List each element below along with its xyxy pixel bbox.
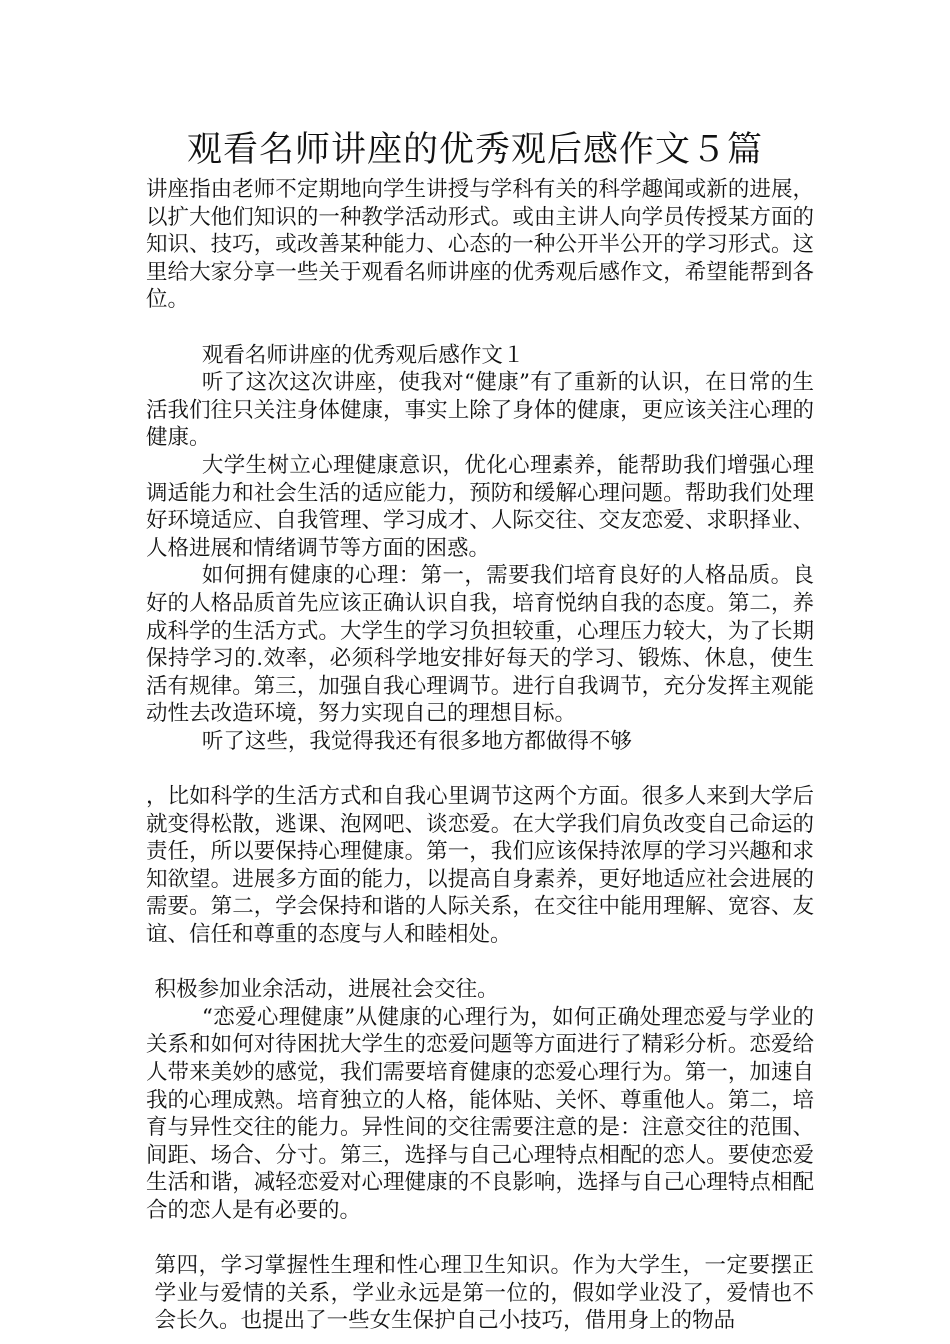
section-heading: 观看名师讲座的优秀观后感作文１ [201,342,525,368]
document-body [146,176,814,1335]
paragraph-fourth: 第四，学习掌握性生理和性心理卫生知识。作为大学生，一定要摆正学业与爱情的关系，学业永远是第一位的，假如学业没了，爱情也不会长久。也提出了一些女生保护自己小技巧，借用身上的物品 [154,1253,814,1334]
document-title: 观看名师讲座的优秀观后感作文５篇 [186,130,763,170]
paragraph-4: 听了这些，我觉得我还有很多地方都做得不够 [201,728,632,754]
paragraph-love: “恋爱心理健康”从健康的心理行为，如何正确处理恋爱与学业的关系和如何对待困扰大学生的恋爱问题等方面进行了精彩分析。恋爱给人带来美妙的感觉，我们需要培育健康的恋爱心理行为。第一，加速自我的心理成熟。培育独立的人格，能体贴、关怀、尊重他人。第二，培育与异性交往的能力。异性间的交往需要注意的是：注意交往的范围、间距、场合、分寸。第三，选择与自己心理特点相配的恋人。要使恋爱生活和谐，减轻恋爱对心理健康的不良影响，选择与自己心理特点相配合的恋人是有必要的。 [146,1004,814,1223]
paragraph-1: 听了这次这次讲座，使我对“健康”有了重新的认识，在日常的生活我们往只关注身体健康，事实上除了身体的健康，更应该关注心理的健康。 [146,370,814,451]
paragraph-2: 大学生树立心理健康意识，优化心理素养，能帮助我们增强心理调适能力和社会生活的适应能力，预防和缓解心理问题。帮助我们处理好环境适应、自我管理、学习成才、人际交往、交友恋爱、求职择业、人格进展和情绪调节等方面的困惑。 [146,452,814,561]
paragraph-3: 如何拥有健康的心理：第一，需要我们培育良好的人格品质。良好的人格品质首先应该正确认识自我，培育悦纳自我的态度。第二，养成科学的生活方式。大学生的学习负担较重，心理压力较大，为了长期保持学习的.效率，必须科学地安排好每天的学习、锻炼、休息，使生活有规律。第三，加强自我心理调节。进行自我调节，充分发挥主观能动性去改造环境，努力实现自己的理想目标。 [146,563,814,727]
intro-paragraph: 讲座指由老师不定期地向学生讲授与学科有关的科学趣闻或新的进展，以扩大他们知识的一种教学活动形式。或由主讲人向学员传授某方面的知识、技巧，或改善某种能力、心态的一种公开半公开的学习形式。这里给大家分享一些关于观看名师讲座的优秀观后感作文，希望能帮到各位。 [146,177,814,313]
continuation-paragraph-1: ，比如科学的生活方式和自我心里调节这两个方面。很多人来到大学后就变得松散，逃课、泡网吧、谈恋爱。在大学我们肩负改变自己命运的责任，所以要保持心理健康。第一，我们应该保持浓厚的学习兴趣和求知欲望。进展多方面的能力，以提高自身素养，更好地适应社会进展的需要。第二，学会保持和谐的人际关系，在交往中能用理解、宽容、友谊、信任和尊重的态度与人和睦相处。 [146,784,814,948]
continuation-paragraph-2: 积极参加业余活动，进展社会交往。 [154,977,499,1003]
